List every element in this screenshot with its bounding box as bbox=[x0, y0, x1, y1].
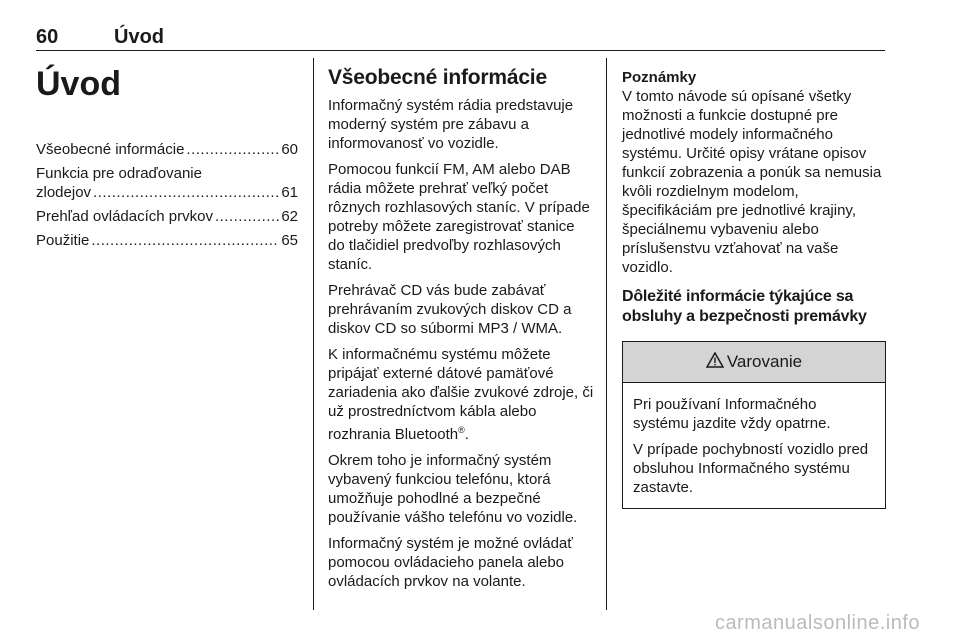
chapter-title: Úvod bbox=[36, 65, 121, 103]
warning-paragraph: Pri používaní Informačného systému jazdite vždy opatrne. bbox=[633, 396, 831, 432]
column-divider bbox=[606, 58, 607, 610]
paragraph: Okrem toho je informačný systém vybavený funkciou telefónu, ktorá umožňuje pohodlné a bezpečné používanie vášho telefónu vo vozidle. bbox=[328, 452, 578, 526]
toc-entry-text: zlodejov bbox=[36, 184, 92, 201]
watermark: carmanualsonline.info bbox=[714, 612, 920, 634]
paragraph: Informačný systém rádia predstavuje moderný systém pre zábavu a informovanosť vo vozidle. bbox=[328, 97, 574, 152]
warning-paragraph: V prípade pochybností vozidlo pred obsluhou Informačného systému zastavte. bbox=[633, 441, 869, 496]
note-heading: Poznámky bbox=[622, 69, 697, 86]
paragraph: Pomocou funkcií FM, AM alebo DAB rádia môžete prehrať veľký počet rôznych rozhlasových staníc. V prípade potreby môžete zaregistrovať stanice do tlačidiel predvoľby rozhlasových staníc. bbox=[328, 161, 590, 273]
toc-leader bbox=[186, 140, 279, 159]
notes-column bbox=[622, 56, 886, 509]
toc-entry[interactable] bbox=[36, 207, 298, 226]
toc-entry[interactable] bbox=[36, 164, 298, 202]
registered-mark: ® bbox=[458, 425, 465, 435]
header-title: Úvod bbox=[114, 26, 164, 48]
warning-box bbox=[622, 341, 886, 509]
paragraph bbox=[328, 345, 594, 444]
toc-entry[interactable] bbox=[36, 231, 298, 250]
toc-leader bbox=[215, 207, 279, 226]
warning-body bbox=[623, 383, 885, 508]
toc-column bbox=[36, 56, 298, 255]
column-divider bbox=[313, 58, 314, 610]
toc-leader bbox=[93, 183, 279, 202]
note-text: V tomto návode sú opísané všetky možnosti a funkcie dostupné pre jednotlivé modely informačného systému. Určité opisy vrátane opisov funkcií zobrazenia a ponúk sa nemusia kvôli rozdielnym modelom, špecifikáciám pre jednotlivé krajiny, špeciálnemu vybaveniu alebo príslušenstvu vzťahovať na vaše vozidlo. bbox=[622, 88, 882, 276]
warning-title: Varovanie bbox=[726, 352, 803, 371]
warning-triangle-icon bbox=[706, 352, 724, 373]
paragraph-end: . bbox=[464, 426, 469, 443]
toc-leader bbox=[91, 231, 279, 250]
paragraph: Informačný systém je možné ovládať pomocou ovládacieho panela alebo ovládacích prvkov na volante. bbox=[328, 535, 573, 590]
toc-entry-page: 62 bbox=[281, 208, 298, 225]
toc-entry-text: Všeobecné informácie bbox=[36, 141, 185, 158]
toc-entry[interactable] bbox=[36, 140, 298, 159]
toc-entry-text: Použitie bbox=[36, 232, 90, 249]
toc-entry-page: 61 bbox=[281, 184, 298, 201]
page-header bbox=[36, 22, 885, 51]
subsection-heading: Dôležité informácie týkajúce sa obsluhy a bezpečnosti premávky bbox=[622, 288, 867, 325]
paragraph: Prehrávač CD vás bude zabávať prehrávaním zvukových diskov CD a diskov CD so súbormi MP3 / WMA. bbox=[328, 282, 572, 337]
paragraph-text: K informačnému systému môžete pripájať externé dátové pamäťové zariadenia ako ďalšie zvukové zdroje, či už prostredníctvom kábla alebo rozhrania Bluetooth bbox=[328, 346, 594, 443]
toc-entry-page: 65 bbox=[281, 232, 298, 249]
toc-entry-text-line1: Funkcia pre odraďovanie bbox=[36, 165, 202, 182]
general-info-column bbox=[328, 56, 594, 598]
page-number: 60 bbox=[36, 26, 59, 48]
warning-header bbox=[623, 342, 885, 383]
toc-entry-text: Prehľad ovládacích prvkov bbox=[36, 208, 213, 225]
toc-entry-page: 60 bbox=[281, 141, 298, 158]
section-heading: Všeobecné informácie bbox=[328, 66, 547, 89]
